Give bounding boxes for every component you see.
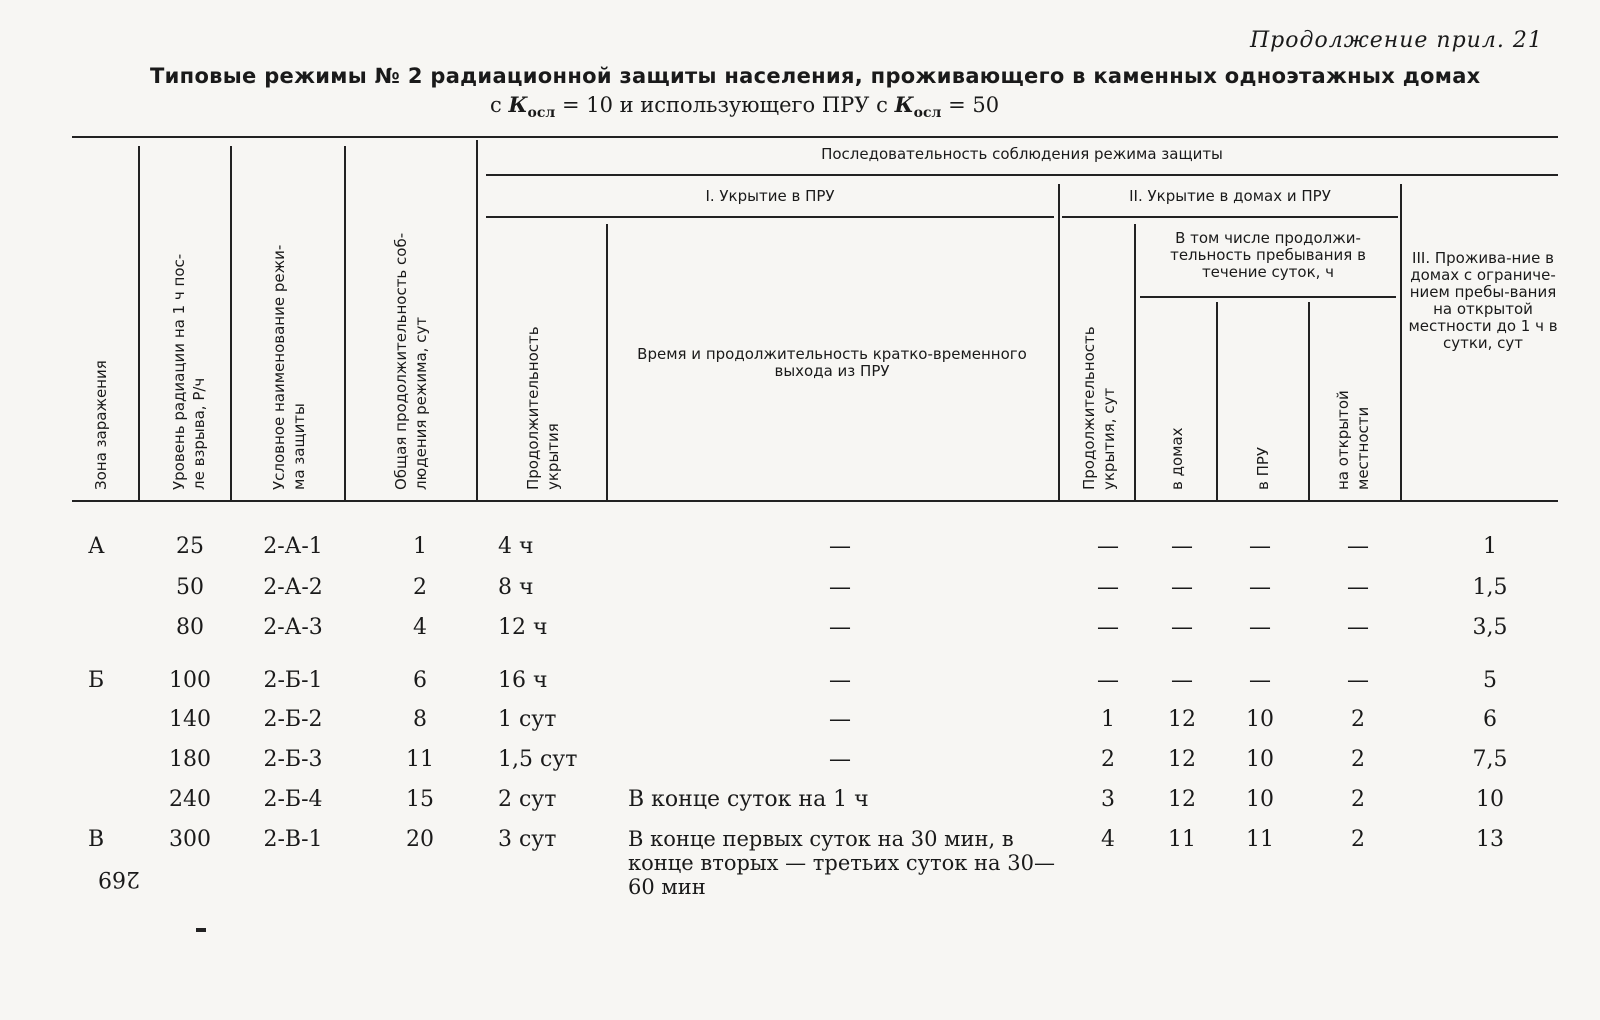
cell-dur: 2 сут — [498, 787, 557, 812]
cell-pru: — — [1249, 575, 1271, 600]
cell-pru: 11 — [1246, 827, 1274, 852]
header-exit-time: Время и продолжительность кратко-временного выхода из ПРУ — [637, 345, 1027, 380]
header-zone: Зона заражения — [92, 360, 110, 490]
cell-s2dur: 4 — [1101, 827, 1115, 852]
cell-open: 2 — [1351, 707, 1365, 732]
cell-s3: 1,5 — [1472, 575, 1508, 600]
col-divider — [344, 146, 346, 500]
col-divider — [1134, 224, 1136, 500]
cell-zone: А — [88, 534, 105, 559]
cell-s3: 1 — [1483, 534, 1497, 559]
cell-open: — — [1347, 668, 1369, 693]
cell-s2dur: — — [1097, 534, 1119, 559]
header-stage1: I. Укрытие в ПРУ — [705, 187, 835, 205]
cell-total: 4 — [413, 615, 427, 640]
header-stage2: II. Укрытие в домах и ПРУ — [1129, 187, 1331, 205]
cell-pru: — — [1249, 615, 1271, 640]
header-stage3: III. Прожива-ние в домах с ограниче-нием пребы-вания на открытой местности до 1 ч в сутки, сут — [1408, 249, 1558, 352]
cell-name: 2-В-1 — [263, 827, 323, 852]
cell-dur: 3 сут — [498, 827, 557, 852]
cell-level: 180 — [169, 747, 211, 772]
cell-zone: Б — [88, 668, 105, 693]
cell-dur: 1 сут — [498, 707, 557, 732]
cell-s3: 3,5 — [1472, 615, 1508, 640]
cell-total: 1 — [413, 534, 427, 559]
col-divider — [1308, 302, 1310, 500]
cell-exit: — — [829, 668, 851, 693]
col-divider — [606, 224, 608, 500]
header-stage2-dur-line2: укрытия, сут — [1100, 387, 1118, 490]
cell-total: 11 — [406, 747, 434, 772]
cell-s3: 7,5 — [1472, 747, 1508, 772]
cell-level: 140 — [169, 707, 211, 732]
cell-homes: — — [1171, 575, 1193, 600]
cell-open: 2 — [1351, 827, 1365, 852]
cell-pru: 10 — [1246, 707, 1274, 732]
cell-name: 2-Б-4 — [263, 787, 323, 812]
incl-rule — [1140, 296, 1396, 298]
cell-level: 80 — [176, 615, 204, 640]
header-level-line1: Уровень радиации на 1 ч пос- — [170, 253, 188, 490]
cell-s2dur: — — [1097, 615, 1119, 640]
col-divider — [230, 146, 232, 500]
cell-open: 2 — [1351, 747, 1365, 772]
header-name-line1: Условное наименование режи- — [270, 244, 288, 490]
header-shelter-dur-line2: укрытия — [544, 423, 562, 490]
header-total-line2: людения режима, сут — [412, 316, 430, 490]
cell-dur: 12 ч — [498, 615, 548, 640]
cell-dur: 16 ч — [498, 668, 548, 693]
cell-homes: 11 — [1168, 827, 1196, 852]
cell-name: 2-А-3 — [263, 615, 323, 640]
header-level-line2: ле взрыва, Р/ч — [190, 377, 208, 490]
header-incl: В том числе продолжи-тельность пребывания в течение суток, ч — [1170, 229, 1366, 281]
table-title-line2: с $К_{осл} = 10$ и использующего ПРУ с $К_{осл} = 50$ — [490, 92, 1000, 122]
cell-total: 15 — [406, 787, 434, 812]
header-stage2-dur-line1: Продолжительность — [1080, 326, 1098, 490]
cell-dur: 4 ч — [498, 534, 534, 559]
col-divider — [1400, 184, 1402, 500]
header-shelter-dur-line1: Продолжительность — [524, 326, 542, 490]
cell-total: 6 — [413, 668, 427, 693]
cell-open: — — [1347, 534, 1369, 559]
cell-zone: В — [88, 827, 105, 852]
cell-s3: 10 — [1476, 787, 1504, 812]
cell-exit: В конце первых суток на 30 мин, в конце вторых — третьих суток на 30—60 мин — [628, 827, 1055, 899]
cell-homes: — — [1171, 534, 1193, 559]
cell-exit: — — [829, 575, 851, 600]
cell-exit: — — [829, 615, 851, 640]
cell-s2dur: — — [1097, 668, 1119, 693]
header-bottom-rule — [72, 500, 1558, 502]
stage1-rule — [486, 216, 1054, 218]
cell-total: 8 — [413, 707, 427, 732]
cell-pru: — — [1249, 668, 1271, 693]
cell-level: 240 — [169, 787, 211, 812]
page-number: 269 — [98, 866, 140, 891]
cell-pru: — — [1249, 534, 1271, 559]
cell-open: — — [1347, 615, 1369, 640]
table-top-rule — [72, 136, 1558, 138]
cell-homes: — — [1171, 615, 1193, 640]
cell-exit: — — [829, 707, 851, 732]
cell-name: 2-Б-2 — [263, 707, 323, 732]
cell-level: 50 — [176, 575, 204, 600]
cell-s3: 6 — [1483, 707, 1497, 732]
stage2-rule — [1062, 216, 1398, 218]
cell-total: 2 — [413, 575, 427, 600]
cell-s3: 13 — [1476, 827, 1504, 852]
header-name-line2: ма защиты — [290, 403, 308, 490]
cell-name: 2-А-2 — [263, 575, 323, 600]
table-title-line1: Типовые режимы № 2 радиационной защиты населения, проживающего в каменных одноэтажных домах — [150, 64, 1481, 88]
cell-homes: — — [1171, 668, 1193, 693]
header-in-pru: в ПРУ — [1254, 446, 1272, 490]
print-mark — [196, 928, 206, 932]
col-divider — [138, 146, 140, 500]
cell-level: 300 — [169, 827, 211, 852]
cell-pru: 10 — [1246, 747, 1274, 772]
cell-s2dur: 1 — [1101, 707, 1115, 732]
cell-level: 100 — [169, 668, 211, 693]
col-divider — [1058, 184, 1060, 500]
header-in-homes: в домах — [1168, 427, 1186, 490]
cell-open: — — [1347, 575, 1369, 600]
cell-name: 2-А-1 — [263, 534, 323, 559]
cell-level: 25 — [176, 534, 204, 559]
cell-total: 20 — [406, 827, 434, 852]
col-divider — [476, 140, 478, 500]
col-divider — [1216, 302, 1218, 500]
cell-exit: — — [829, 534, 851, 559]
cell-dur: 8 ч — [498, 575, 534, 600]
header-sequence: Последовательность соблюдения режима защиты — [821, 145, 1223, 163]
cell-s2dur: 2 — [1101, 747, 1115, 772]
header-outdoor-line2: местности — [1354, 406, 1372, 490]
cell-exit: В конце суток на 1 ч — [628, 787, 869, 812]
cell-name: 2-Б-3 — [263, 747, 323, 772]
cell-pru: 10 — [1246, 787, 1274, 812]
header-outdoor-line1: на открытой — [1334, 390, 1352, 490]
cell-open: 2 — [1351, 787, 1365, 812]
cell-name: 2-Б-1 — [263, 668, 323, 693]
cell-homes: 12 — [1168, 707, 1196, 732]
header-total-line1: Общая продолжительность соб- — [392, 232, 410, 490]
cell-homes: 12 — [1168, 747, 1196, 772]
cell-s2dur: 3 — [1101, 787, 1115, 812]
cell-s2dur: — — [1097, 575, 1119, 600]
cell-homes: 12 — [1168, 787, 1196, 812]
continuation-label: Продолжение прил. 21 — [1250, 28, 1543, 53]
sequence-rule — [486, 174, 1558, 176]
cell-exit: — — [829, 747, 851, 772]
cell-dur: 1,5 сут — [498, 747, 578, 772]
cell-s3: 5 — [1483, 668, 1497, 693]
